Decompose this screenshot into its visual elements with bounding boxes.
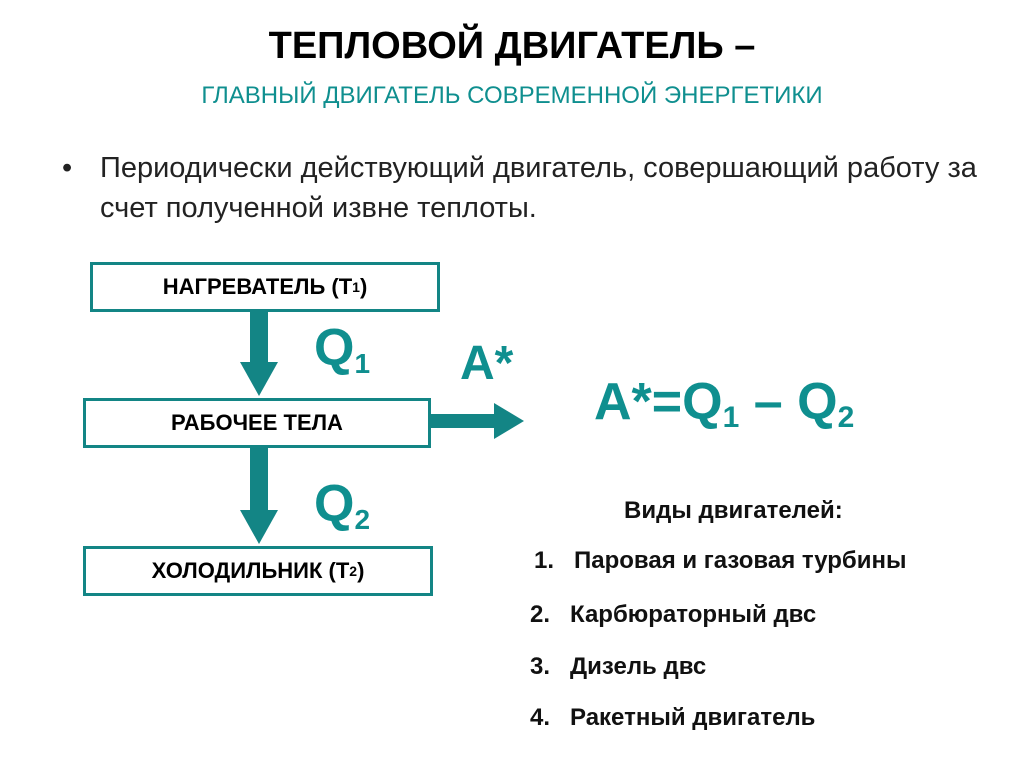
engine-type-item	[530, 652, 706, 682]
bullet-marker: •	[62, 152, 73, 184]
heater-box	[90, 262, 440, 312]
heat-q1-label	[314, 318, 370, 394]
work-label: А*	[460, 337, 514, 390]
slide-subtitle: ГЛАВНЫЙ ДВИГАТЕЛЬ СОВРЕМЕННОЙ ЭНЕРГЕТИКИ	[201, 82, 823, 109]
slide-title: ТЕПЛОВОЙ ДВИГАТЕЛЬ –	[268, 25, 756, 67]
formula-minus: – Q	[739, 373, 838, 431]
engine-type-number: 3.	[530, 653, 551, 680]
arrow-body-to-cooler	[240, 448, 278, 544]
engine-type-item	[534, 546, 907, 576]
working-body-label: РАБОЧЕЕ ТЕЛА	[171, 410, 343, 435]
engine-type-label: Ракетный двигатель	[570, 704, 816, 731]
cooler-label: ХОЛОДИЛЬНИК (Т	[151, 558, 350, 583]
cooler-close: )	[357, 558, 365, 583]
q1-main: Q	[314, 319, 355, 377]
engine-type-label: Паровая и газовая турбины	[574, 547, 907, 574]
heater-close: )	[359, 274, 368, 299]
engine-type-label: Дизель двс	[570, 653, 707, 680]
heater-label: НАГРЕВАТЕЛЬ (Т	[162, 274, 353, 299]
q1-subscript: 1	[354, 348, 371, 379]
definition-text: Периодически действующий двигатель, совершающий работу за счет полученной извне теплоты.	[100, 152, 977, 224]
heater-subscript: 1	[352, 279, 360, 295]
engine-type-number: 2.	[530, 601, 551, 628]
engine-type-number: 4.	[530, 704, 551, 731]
cooler-subscript: 2	[349, 563, 358, 579]
arrow-work-output	[431, 403, 524, 439]
arrow-heater-to-body	[240, 312, 278, 396]
working-body-box	[83, 398, 431, 448]
engine-types-title: Виды двигателей:	[624, 497, 843, 524]
engine-type-label: Карбюраторный двс	[570, 601, 817, 628]
work-formula	[594, 372, 854, 448]
q2-main: Q	[314, 475, 355, 533]
cooler-box	[83, 546, 433, 596]
engine-type-item	[530, 600, 816, 630]
engine-type-item	[530, 703, 815, 733]
q2-subscript: 2	[354, 504, 371, 535]
heat-q2-label	[314, 474, 370, 550]
formula-lhs: А*=Q	[594, 373, 723, 431]
formula-sub2: 2	[837, 401, 855, 434]
engine-type-number: 1.	[534, 547, 555, 574]
formula-sub1: 1	[722, 401, 740, 434]
